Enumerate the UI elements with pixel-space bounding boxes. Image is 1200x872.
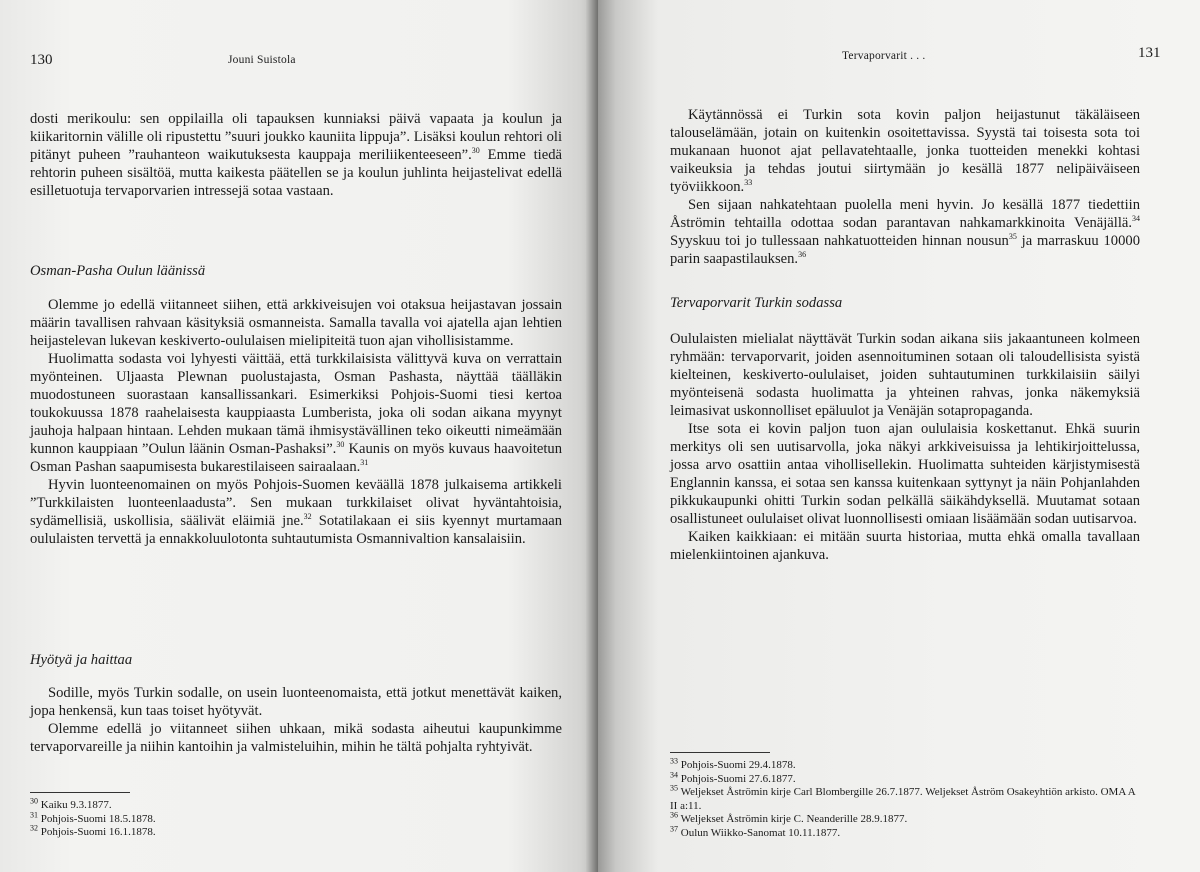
footnote-ref: 31 — [360, 458, 369, 468]
paragraph: Hyvin luonteenomainen on myös Pohjois-Suomen keväällä 1878 julkaisema artikkeli ”Turkkilaisten luonteenlaadusta”. Sen mukaan turkkilaiset olivat hyväntahtoisia, sydämellisiä, uskollisia, säälivät eläimiä jne.$^{32}$ Sotatilakaan ei siis kyennyt murtamaan oululaisten tervettä ja ennakkoluulotonta suhtautumista Osmannivaltion kansalaisiin. — [30, 477, 562, 547]
left-body-section-1 — [30, 110, 562, 200]
footnote: $^{34}$ Pohjois-Suomi 27.6.1877. — [670, 769, 796, 785]
right-body-section-2 — [670, 330, 1140, 564]
paragraph: Oululaisten mielialat näyttävät Turkin sodan aikana siis jakaantuneen kolmeen ryhmään: tervaporvarit, joiden asennoituminen sotaan oli taloudellisista syistä kielteinen, keskiverto-oululaiset, joiden suhtautuminen turkkilaisiin säilyi myönteisenä sodasta huolimatta ja yhteinen rahvas, jonka näkemyksiä leimasivat uskonnolliset epäluulot ja Venäjän sotapropaganda. — [670, 331, 1140, 419]
footnote-ref: 33 — [744, 178, 753, 188]
footnote-ref: 34 — [1132, 214, 1140, 224]
footnote-rule — [670, 752, 770, 753]
paragraph: Käytännössä ei Turkin sota kovin paljon heijastunut täkäläiseen talouselämään, jotain on kuitenkin osoitettavissa. Syystä tai toisesta sota toi mukanaan huonot ajat pellavatehtaalle, jonka tuotteiden menekki kohtasi vaikeuksia ja tehdas joutui siirtymään jo kesällä 1877 nelipäiväiseen työviikkoon.$^{33}$ — [670, 107, 1140, 195]
footnote: $^{37}$ Oulun Wiikko-Sanomat 10.11.1877. — [670, 823, 841, 839]
section-heading-tervaporvarit: Tervaporvarit Turkin sodassa — [670, 295, 843, 311]
footnote-ref: 30 — [471, 146, 480, 156]
footnote: $^{33}$ Pohjois-Suomi 29.4.1878. — [670, 756, 796, 771]
right-page — [598, 0, 1200, 872]
running-head-left: Jouni Suistola — [228, 54, 296, 66]
footnote-ref: 35 — [1008, 232, 1017, 242]
paragraph: Olemme edellä jo viitanneet siihen uhkaan, mikä sodasta aiheutui kaupunkimme tervaporvareille ja niihin kantoihin ja valmisteluihin, mihin he tältä pohjalta ryhtyivät. — [30, 721, 562, 755]
footnote-ref: 30 — [336, 440, 345, 450]
right-body-section-1 — [670, 106, 1140, 268]
footnote: $^{35}$ Weljekset Åströmin kirje Carl Blombergille 26.7.1877. Weljekset Åström Osakeyhtiön arkisto. OMA A II a:11. — [670, 783, 1136, 812]
footnotes-right — [670, 752, 1140, 840]
paragraph: Olemme jo edellä viitanneet siihen, että arkkiveisujen voi otaksua heijastavan jossain määrin tavallisen rahvaan käsityksiä osmanneista. Samalla tavalla voi ajatella ajan lehtien heijastelevan lukevan keskiverto-oululaisen mielipiteitä tuon ajan vihollisistamme. — [30, 297, 562, 349]
left-body-section-2 — [30, 296, 562, 548]
paragraph: Huolimatta sodasta voi lyhyesti väittää, että turkkilaisista välittyvä kuva on verrattain myönteinen. Uljaasta Plewnan puolustajasta, Osman Pashasta, näyttää täälläkin muodostuneen suorastaan kansallissankari. Esimerkiksi Pohjois-Suomi tiesi kertoa toukokuussa 1878 raahelaisesta kauppiaasta Lumberista, joka oli sodan aikana myynyt jauhoja halpaan hintaan. Lehden mukaan tämä ihmisystävällinen teko oikeutti nimeämään kunnon kauppiaan ”Oulun läänin Osman-Pashaksi”.$^{30}$ Kaunis on myös kuvaus haavoitetun Osman Pashan saapumisesta bukarestilaiseen sairaalaan.$^{31}$ — [30, 351, 562, 475]
footnotes-left — [30, 792, 530, 840]
paragraph: Sodille, myös Turkin sodalle, on usein luonteenomaista, että jotkut menettävät kaiken, jopa henkensä, kun taas toiset hyötyvät. — [30, 685, 562, 719]
paragraph: Itse sota ei kovin paljon tuon ajan oululaisia koskettanut. Ehkä suurin merkitys oli sen uutisarvolla, joka näkyi arkkiveisuissa ja lehtikirjoittelussa, jossa arvo osattiin antaa vihollisellekin. Huolimatta suhteiden kärjistymisestä Englannin kanssa, ei sotaa sen kanssa kuitenkaan syttynyt ja näin Pohjanlahden pikkukaupunki ohitti Turkin sodan pelkällä säikähdyksellä. Muutamat sotaan osallistuneet oululaiset olivat luonnollisesti omiaan lisäämään sodan uutisarvoa. — [670, 421, 1140, 527]
footnote-ref: 32 — [303, 512, 312, 522]
paragraph: Sen sijaan nahkatehtaan puolella meni hyvin. Jo kesällä 1877 tiedettiin Åströmin tehtailla odottaa sodan parantavan nahkamarkkinoita Venäjällä.$^{34}$ Syyskuu toi jo tullessaan nahkatuotteiden hinnan nousun$^{35}$ ja marraskuu 10000 parin saapastilauksen.$^{36}$ — [670, 197, 1140, 267]
left-page — [0, 0, 598, 872]
running-head-right: Tervaporvarit . . . — [842, 50, 926, 62]
footnote: $^{31}$ Pohjois-Suomi 18.5.1878. — [30, 809, 156, 825]
footnote: $^{36}$ Weljekset Åströmin kirje C. Neanderille 28.9.1877. — [670, 810, 908, 825]
page-number-right: 131 — [1138, 45, 1161, 61]
footnote: $^{32}$ Pohjois-Suomi 16.1.1878. — [30, 823, 156, 838]
left-body-section-3 — [30, 684, 562, 756]
section-heading-hyotya: Hyötyä ja haittaa — [30, 652, 133, 668]
section-heading-osman-pasha: Osman-Pasha Oulun läänissä — [30, 263, 206, 279]
footnote: $^{30}$ Kaiku 9.3.1877. — [30, 796, 112, 811]
footnote-rule — [30, 792, 130, 793]
page-number-left: 130 — [30, 52, 53, 68]
paragraph: Kaiken kaikkiaan: ei mitään suurta historiaa, mutta ehkä omalla tavallaan mielenkiintoinen ajankuva. — [670, 529, 1140, 563]
footnote-ref: 36 — [798, 250, 807, 260]
paragraph: dosti merikoulu: sen oppilailla oli tapauksen kunniaksi päivä vapaata ja koulun ja kiikaritornin välille oli ripustettu ”suuri joukko kauniita lippuja”. Lisäksi koulun rehtori oli pitänyt puheen ”rauhanteon waikutuksesta kauppaja meriliikenteeseen”.$^{30}$ Emme tiedä rehtorin puheen sisältöä, mutta kaikesta päätellen se ja koulun juhlinta heijastelivat edellä esilletuotuja tervaporvarien intressejä sotaa vastaan. — [30, 111, 562, 199]
